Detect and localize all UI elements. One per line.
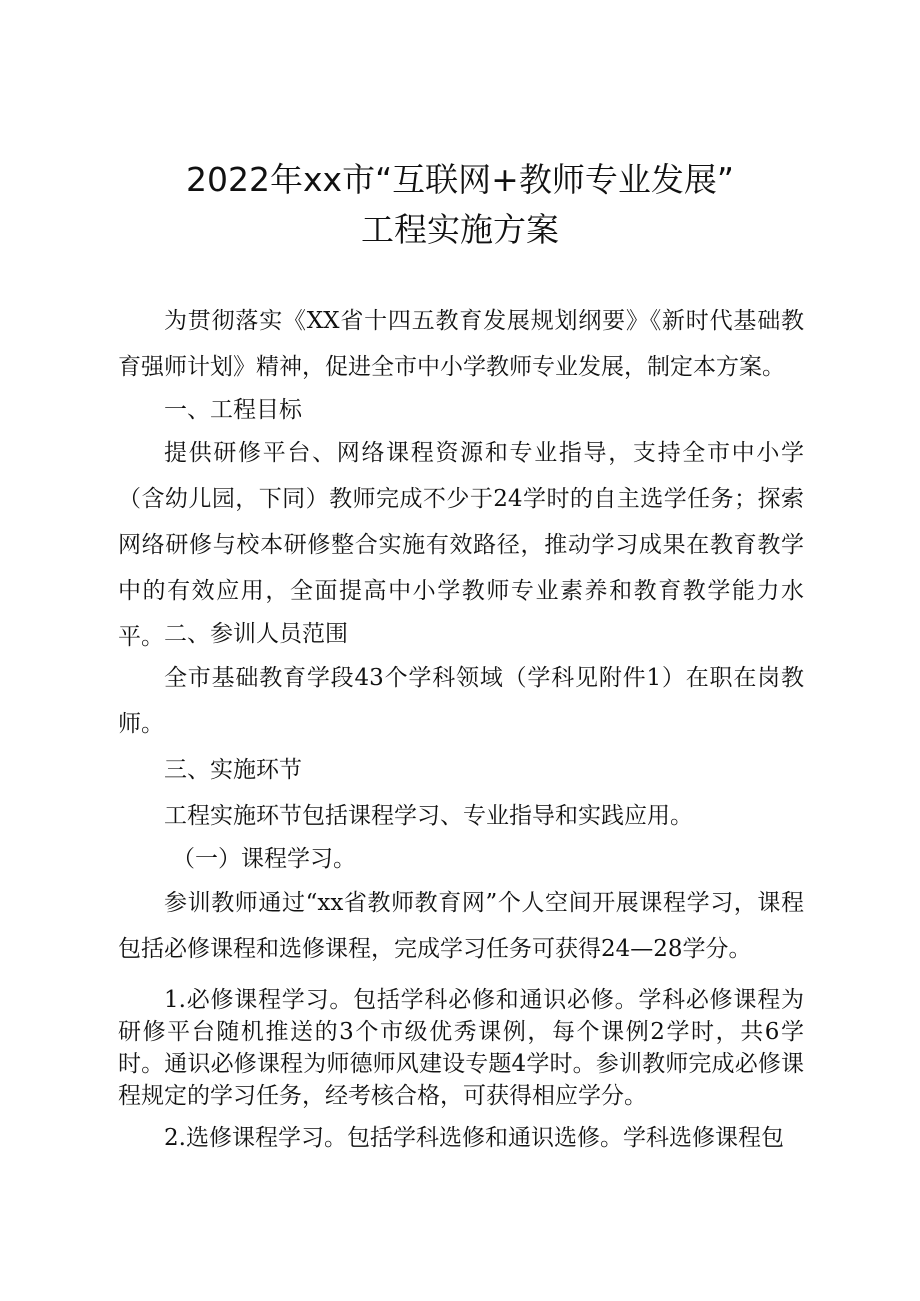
elective-courses-paragraph: 2.选修课程学习。包括学科选修和通识选修。学科选修课程包 [164,1125,784,1151]
document-title-line-2: 工程实施方案 [361,210,559,249]
goals-paragraph: 提供研修平台、网络课程资源和专业指导，支持全市中小学（含幼儿园，下同）教师完成不少于24学时的自主选学任务；探索网络研修与校本研修整合实施有效路径，推动学习成果在教育教学中的有效应用，全面提高中小学教师专业素养和教育教学能力水平。 [118,440,804,650]
intro-paragraph: 为贯彻落实《XX省十四五教育发展规划纲要》《新时代基础教育强师计划》精神，促进全市中小学教师专业发展，制定本方案。 [118,308,804,380]
document-title-line-1: 2022年xx市“互联网+教师专业发展” [186,160,734,199]
required-courses-paragraph: 1.必修课程学习。包括学科必修和通识必修。学科必修课程为研修平台随机推送的3个市级优秀课例，每个课例2学时，共6学时。通识必修课程为师德师风建设专题4学时。参训教师完成必修课程规定的学习任务，经考核合格，可获得相应学分。 [118,987,804,1109]
course-study-paragraph: 参训教师通过“xx省教师教育网”个人空间开展课程学习，课程包括必修课程和选修课程，完成学习任务可获得24—28学分。 [118,890,804,962]
section-heading-goals: 一、工程目标 [164,397,302,423]
subsection-heading-course-study: （一）课程学习。 [172,846,356,872]
section-heading-participants: 二、参训人员范围 [164,621,348,647]
implementation-paragraph: 工程实施环节包括课程学习、专业指导和实践应用。 [164,803,693,829]
participants-paragraph: 全市基础教育学段43个学科领域（学科见附件1）在职在岗教师。 [118,665,804,737]
section-heading-implementation: 三、实施环节 [164,757,302,783]
